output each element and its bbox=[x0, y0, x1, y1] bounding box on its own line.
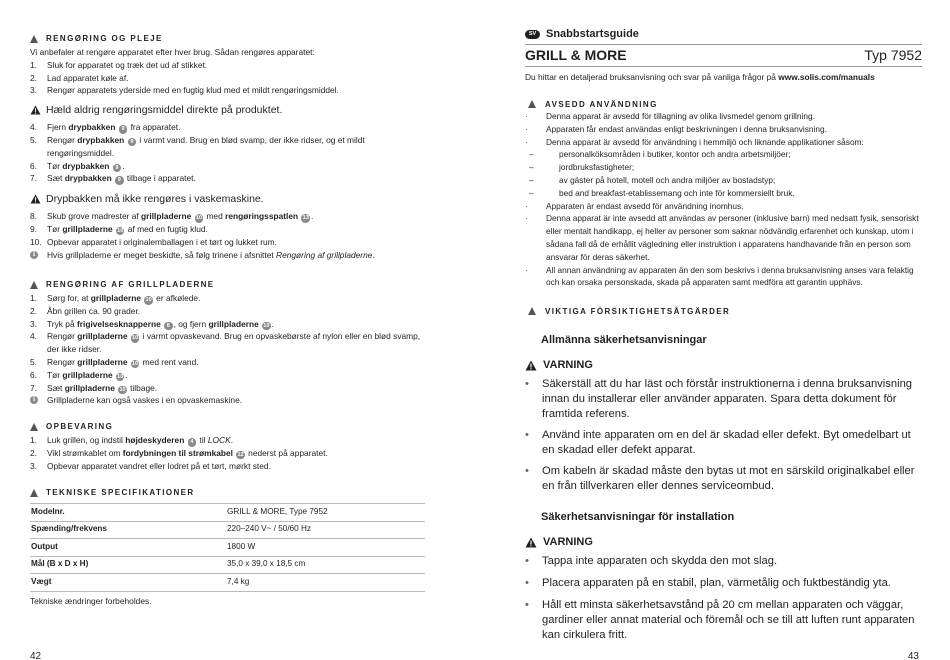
grill-cleaning-heading: RENGØRING AF GRILLPLADERNE bbox=[30, 279, 425, 291]
part-number-badge: 10 bbox=[119, 386, 126, 393]
list-item: • Använd inte apparaten om en del är skadad eller defekt. Byt omedelbart ut en skadad eller defekt apparat. bbox=[525, 429, 911, 456]
section-triangle-icon bbox=[528, 100, 536, 108]
section-triangle-icon bbox=[30, 35, 38, 43]
part-number-badge: 9 bbox=[128, 138, 137, 147]
warning-heading: VARNING bbox=[525, 358, 922, 372]
precautions-section bbox=[525, 305, 922, 643]
list-item: – jordbruksfastigheter; bbox=[529, 162, 635, 173]
list-item: · Denna apparat är avsedd för användning i hemmiljö och liknande applikationer såsom: bbox=[525, 136, 864, 147]
list-item: 2. Lad apparatet køle af. bbox=[30, 72, 129, 83]
list-item: 3. Rengør apparatets yderside med en fugtig klud med et mildt rengøringsmiddel. bbox=[30, 85, 339, 96]
list-item: • Tappa inte apparaten och skydda den mot slag. bbox=[525, 555, 778, 567]
part-number-badge: 10 bbox=[195, 215, 202, 222]
part-number-badge: 10 bbox=[117, 227, 124, 234]
precautions-heading: VIKTIGA FÖRSIKTIGHETSÅTGÄRDER bbox=[525, 305, 922, 317]
list-item: • Placera apparaten på en stabil, plan, värmetålig och fuktbeständig yta. bbox=[525, 577, 891, 589]
title-bar bbox=[525, 44, 922, 67]
specs-note: Tekniske ændringer forbeholdes. bbox=[30, 595, 152, 606]
table-row: Vægt 7,4 kg bbox=[30, 574, 425, 592]
warning-icon bbox=[30, 105, 41, 115]
list-item: • Säkerställ att du har läst och förstår instruktionerna i denna bruksanvisning innan du installerar eller använder apparaten. Spara detta dokument för framtida referens. bbox=[525, 378, 913, 420]
intended-use-heading: AVSEDD ANVÄNDNING bbox=[525, 98, 922, 110]
part-number-badge: 8 bbox=[164, 322, 173, 331]
warning-heading: VARNING bbox=[525, 535, 922, 549]
list-item: 10. Opbevar apparatet i originalemballagen i et tørt og lukket rum. bbox=[30, 236, 277, 247]
list-item: 7. Sæt grillpladerne 10 tilbage. bbox=[30, 382, 158, 393]
page-number-left: 42 bbox=[30, 651, 42, 660]
section-triangle-icon bbox=[30, 423, 38, 431]
list-item: · Denna apparat är inte avsedd att användas av personer (inklusive barn) med nedsatt fysik, sensoriskt eller mentalt handikapp, ej heller av personer som saknar nödvändig erfarenhet och kunskap, utom i sådana fall då de erhållit vägledning eller instruktion i apparatens handhavande från en person som ansvarar för deras säkerhet. bbox=[525, 213, 919, 262]
intended-use-section bbox=[525, 98, 922, 289]
list-item: 7. Sæt drypbakken 9 tilbage i apparatet. bbox=[30, 173, 196, 184]
list-item: 3. Tryk på frigivelsesknapperne 8 , og fjern grillpladerne 10 . bbox=[30, 318, 274, 329]
info-note: i Grillpladerne kan også vaskes i en opvaskemaskine. bbox=[30, 394, 425, 407]
specs-heading: TEKNISKE SPECIFIKATIONER bbox=[30, 487, 425, 499]
list-item: 1. Sluk for apparatet og træk det ud af stikket. bbox=[30, 59, 208, 70]
list-item: 4. Fjern drypbakken 9 fra apparatet. bbox=[30, 122, 181, 133]
page-number-right: 43 bbox=[907, 651, 919, 660]
specs-table bbox=[30, 503, 425, 592]
part-number-badge: 9 bbox=[115, 176, 124, 185]
warning-icon bbox=[525, 360, 537, 371]
warning-icon bbox=[30, 194, 41, 204]
part-number-badge: 4 bbox=[188, 438, 197, 447]
warning-icon bbox=[525, 537, 537, 548]
warning-dishwasher: Drypbakken må ikke rengøres i vaskemaskine. bbox=[30, 191, 425, 207]
cleaning-heading bbox=[30, 33, 425, 45]
info-note: i Hvis grillpladerne er meget beskidte, så følg trinene i afsnittet Rengøring af grillpladerne. bbox=[30, 249, 425, 262]
cleaning-section bbox=[30, 33, 425, 261]
cleaning-intro: Vi anbefaler at rengøre apparatet efter hver brug. Sådan rengøres apparatet: bbox=[30, 47, 315, 57]
list-item: 3. Opbevar apparatet vandret eller lodret på et tørt, mørkt sted. bbox=[30, 460, 271, 471]
list-item: · All annan användning av apparaten än den som beskrivs i denna bruksanvisning anses vara felaktig och kan orsaka personskada, skada på apparaten samt medföra att garantin upphävs. bbox=[525, 264, 914, 288]
warning-detergent: Hæld aldrig rengøringsmiddel direkte på produktet. bbox=[30, 102, 425, 118]
section-triangle-icon bbox=[30, 281, 38, 289]
part-number-badge: 12 bbox=[237, 451, 244, 458]
list-item: · Apparaten får endast användas enligt beskrivningen i denna bruksanvisning. bbox=[525, 123, 827, 134]
guide-label: Snabbstartsguide bbox=[546, 28, 639, 40]
manual-link[interactable]: www.solis.com/manuals bbox=[778, 72, 875, 82]
install-safety-list bbox=[525, 554, 922, 643]
part-number-badge: 10 bbox=[132, 360, 139, 367]
guide-label-row bbox=[525, 28, 922, 40]
list-item: · Apparaten är endast avsedd för användning inomhus. bbox=[525, 200, 744, 211]
list-item: – av gäster på hotell, motell och andra miljöer av bostadstyp; bbox=[529, 174, 776, 185]
list-item: 2. Åbn grillen ca. 90 grader. bbox=[30, 305, 141, 316]
table-row: Modelnr. GRILL & MORE, Type 7952 bbox=[30, 504, 425, 522]
right-page bbox=[475, 0, 950, 660]
grill-cleaning-section bbox=[30, 279, 425, 407]
install-safety-title: Säkerhetsanvisningar för installation bbox=[541, 511, 735, 523]
list-item: • Håll ett minsta säkerhetsavstånd på 20 cm mellan apparaten och väggar, gardiner eller annat material och föremål och se till att luften runt apparaten kan cirkulera fritt. bbox=[525, 599, 915, 641]
info-icon: i bbox=[30, 251, 38, 259]
product-type: Typ 7952 bbox=[864, 47, 922, 63]
table-row: Output 1800 W bbox=[30, 539, 425, 557]
section-triangle-icon bbox=[30, 489, 38, 497]
list-item: 1. Luk grillen, og indstil højdeskyderen 4 til LOCK. bbox=[30, 435, 234, 445]
general-safety-list bbox=[525, 377, 922, 494]
list-item: 4. Rengør grillpladerne 10 i varmt opvaskevand. Brug en opvaskebørste af nylon eller en blød svamp, der ikke ridser. bbox=[30, 331, 421, 355]
list-item: 5. Rengør grillpladerne 10 med rent vand. bbox=[30, 356, 199, 367]
list-item: • Om kabeln är skadad måste den bytas ut mot en särskild originalkabel eller en från tillverkaren eller dennes serviceombud. bbox=[525, 465, 915, 492]
list-item: 2. Vikl strømkablet om fordybningen til strømkabel 12 nederst på apparatet. bbox=[30, 447, 328, 458]
list-item: 1. Sørg for, at grillpladerne 10 er afkølede. bbox=[30, 293, 201, 303]
list-item: 9. Tør grillpladerne 10 af med en fugtig klud. bbox=[30, 223, 208, 234]
list-item: – bed and breakfast-etablissemang och inte för kommersiellt bruk. bbox=[529, 187, 795, 198]
product-title: GRILL & MORE bbox=[525, 47, 627, 63]
part-number-badge: 9 bbox=[113, 164, 122, 173]
info-icon: i bbox=[30, 396, 38, 404]
guide-header bbox=[525, 28, 922, 82]
cleaning-title: RENGØRING OG PLEJE bbox=[46, 33, 163, 43]
list-item: 6. Tør drypbakken 9 . bbox=[30, 160, 125, 171]
part-number-badge: 10 bbox=[117, 373, 124, 380]
specs-section bbox=[30, 487, 425, 607]
storage-section bbox=[30, 421, 425, 472]
part-number-badge: 9 bbox=[119, 125, 128, 134]
language-badge: SV bbox=[525, 30, 540, 39]
list-item: 8. Skub grove madrester af grillpladerne 10 med rengøringsspatlen 13 . bbox=[30, 211, 314, 222]
list-item: – personalköksområden i butiker, kontor och andra arbetsmiljöer; bbox=[529, 149, 791, 160]
section-triangle-icon bbox=[528, 307, 536, 315]
intended-use-list bbox=[525, 110, 922, 289]
list-item: 5. Rengør drypbakken 9 i varmt vand. Brug en blød svamp, der ikke ridser, og et mildt rengøringsmiddel. bbox=[30, 134, 365, 158]
general-safety-title: Allmänna säkerhetsanvisningar bbox=[541, 334, 707, 346]
part-number-badge: 10 bbox=[132, 335, 139, 342]
list-item: 6. Tør grillpladerne 10 . bbox=[30, 369, 128, 380]
table-row: Mål (B x D x H) 35,0 x 39,0 x 18,5 cm bbox=[30, 556, 425, 574]
part-number-badge: 13 bbox=[302, 215, 309, 222]
part-number-badge: 10 bbox=[145, 297, 152, 303]
intro-text: Du hittar en detaljerad bruksanvisning och svar på vanliga frågor på www.solis.com/manuals bbox=[525, 72, 875, 82]
storage-heading: OPBEVARING bbox=[30, 421, 425, 433]
table-row: Spænding/frekvens 220–240 V~ / 50/60 Hz bbox=[30, 521, 425, 539]
list-item: · Denna apparat är avsedd för tillagning av olika livsmedel genom grillning. bbox=[525, 111, 815, 121]
part-number-badge: 10 bbox=[263, 322, 270, 329]
